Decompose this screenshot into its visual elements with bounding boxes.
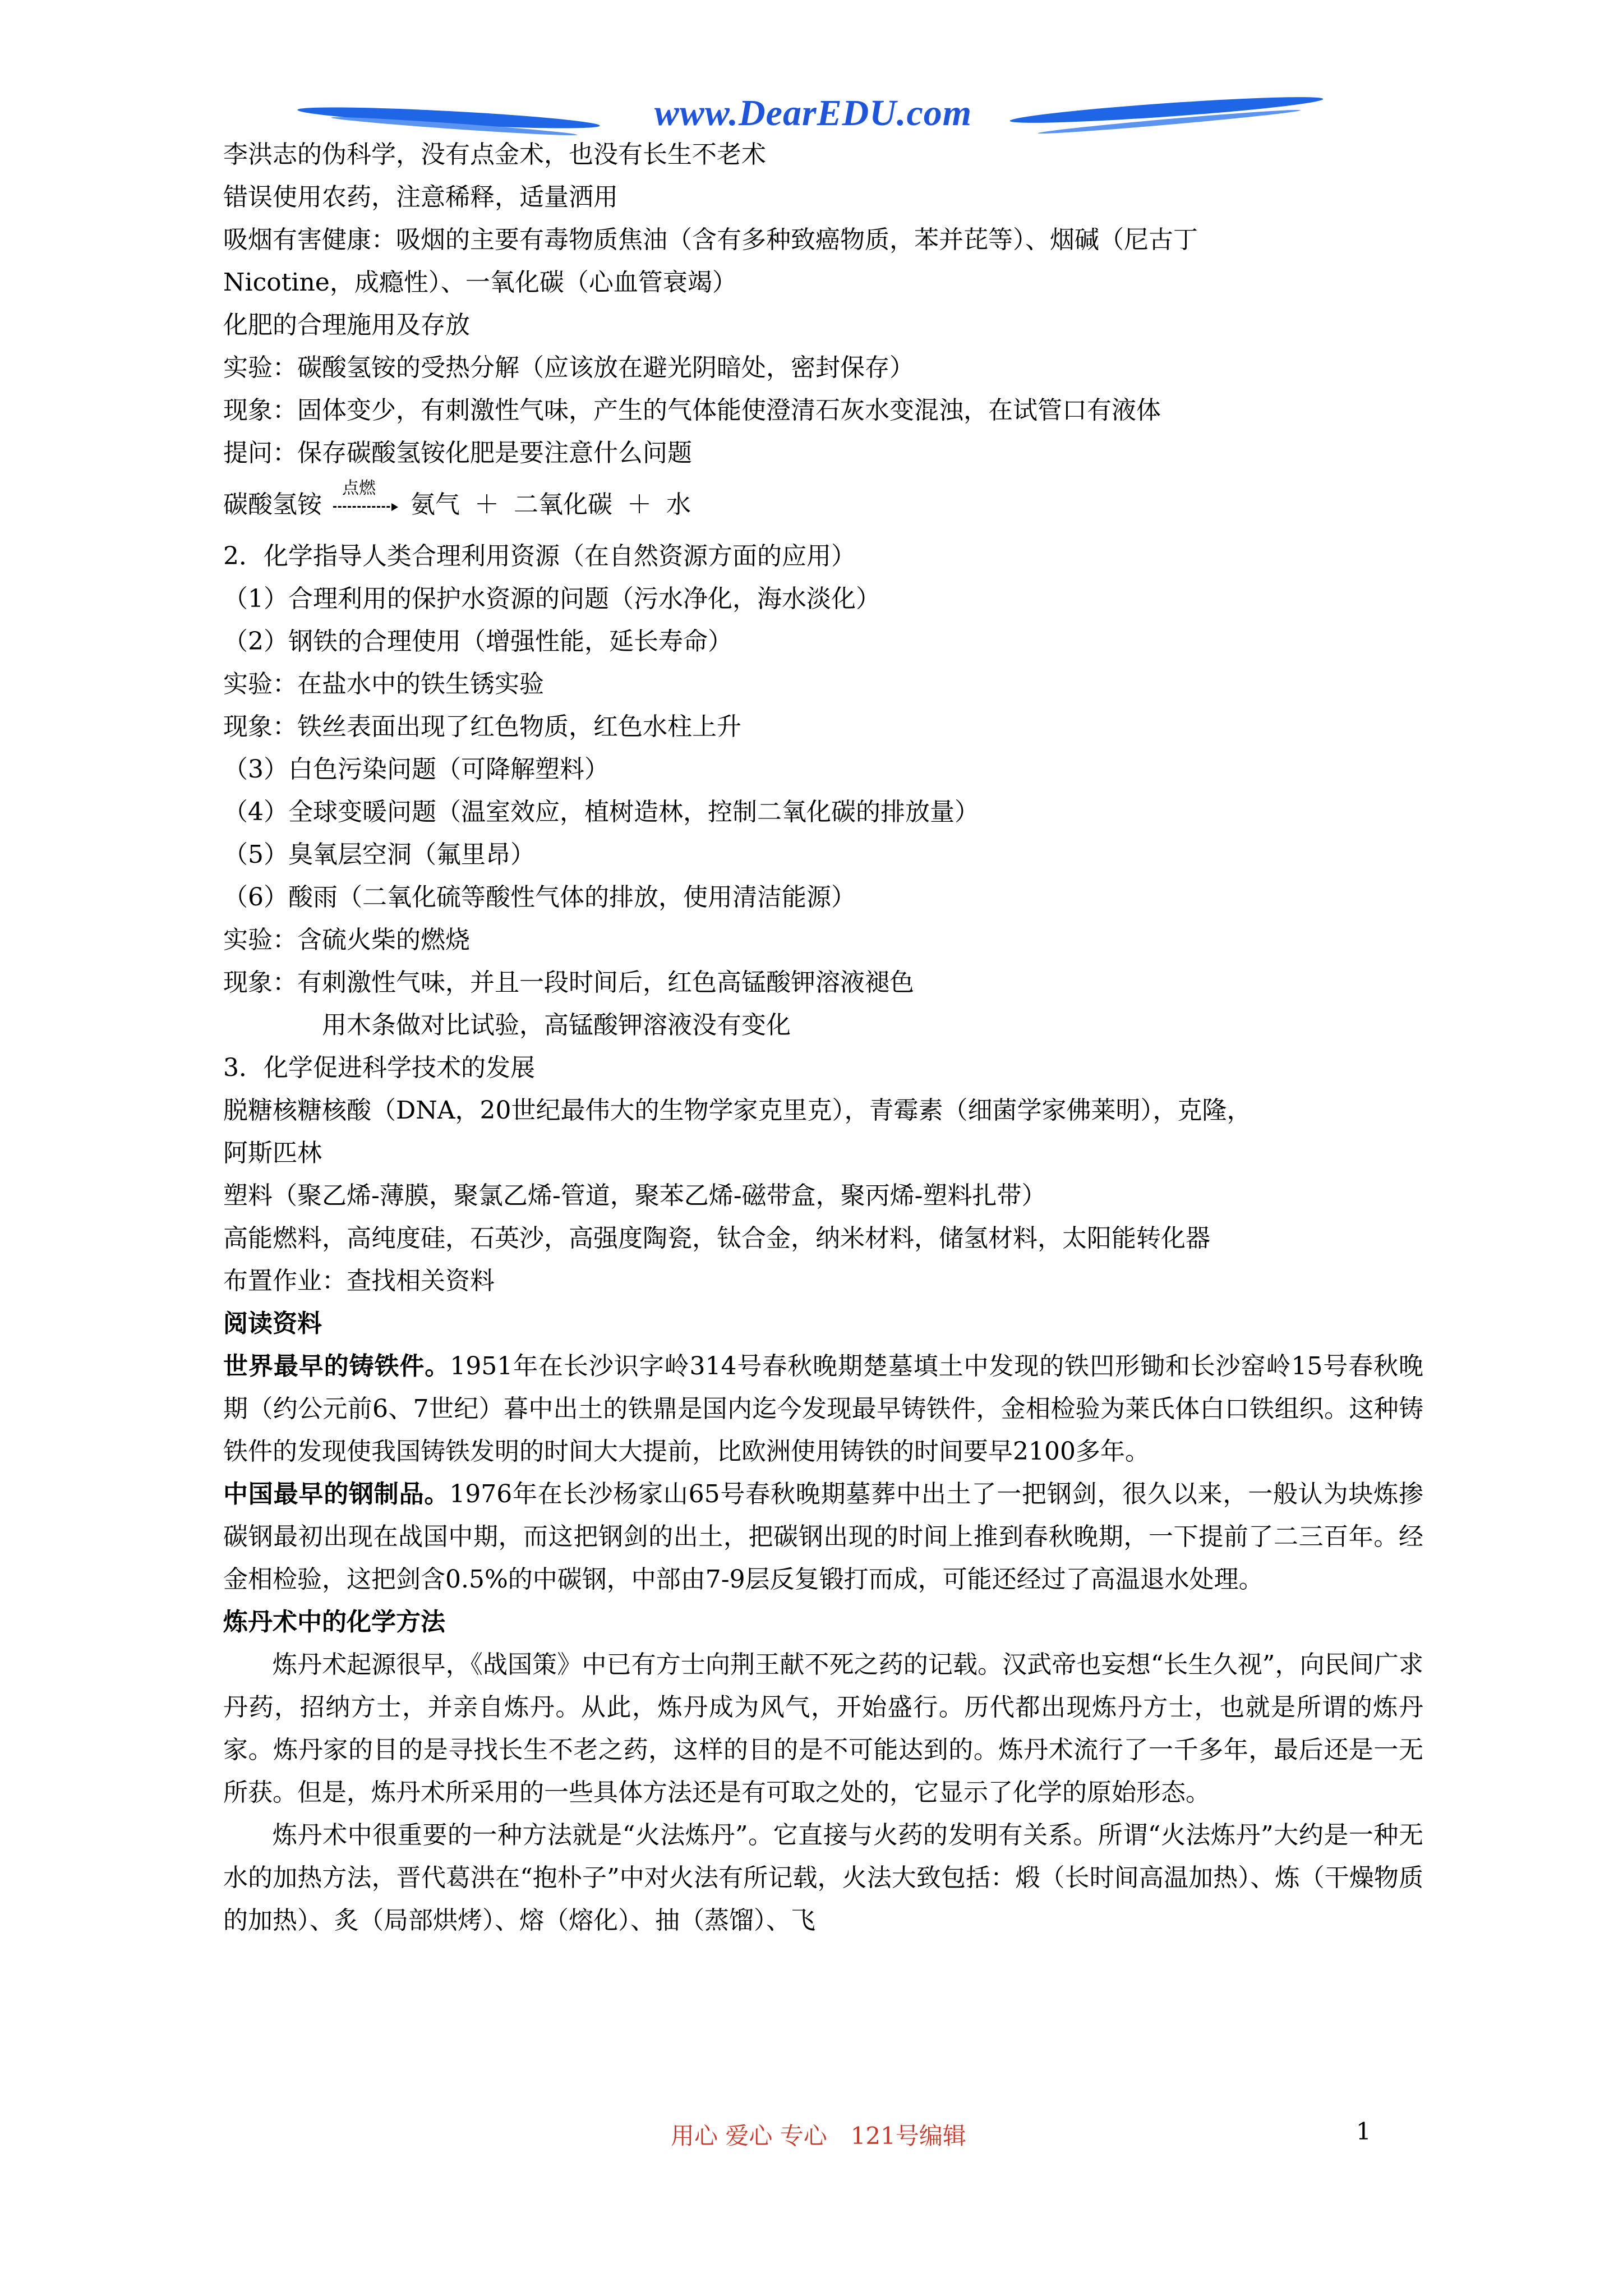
equation-product: 水 (666, 490, 691, 519)
section-heading: 2．化学指导人类合理利用资源（在自然资源方面的应用） (223, 542, 856, 570)
site-url[interactable]: www.DearEDU.com (654, 93, 972, 134)
reading-paragraph-2 (223, 1473, 1423, 1601)
reaction-arrow (330, 477, 403, 533)
paragraph-text: 1951年在长沙识字岭314号春秋晚期楚墓填土中发现的铁凹形锄和长沙窑岭15号春秋晚期（约公元前6、7世纪）暮中出土的铁鼎是国内迄今发现最早铸铁件，金相检验为莱氏体白口铁组织。这种铸铁件的发现使我国铸铁发明的时间大大提前，比欧洲使用铸铁的时间要早2100多年。 (223, 1352, 1424, 1466)
plus-sign: ＋ (474, 490, 499, 519)
text-line: 实验：在盐水中的铁生锈实验 (223, 670, 544, 698)
paragraph-lead: 世界最早的铸铁件。 (223, 1352, 450, 1381)
list-item: （2）钢铁的合理使用（增强性能，延长寿命） (223, 627, 732, 656)
document-body (223, 134, 1423, 1942)
equation-product: 氨气 (411, 490, 460, 519)
list-item: （4）全球变暖问题（温室效应，植树造林，控制二氧化碳的排放量） (223, 798, 979, 826)
reading-heading: 阅读资料 (223, 1309, 322, 1338)
text-line: 李洪志的伪科学，没有点金术，也没有长生不老术 (223, 140, 766, 169)
text-line: 错误使用农药，注意稀释，适量洒用 (223, 183, 618, 211)
list-item: （1）合理利用的保护水资源的问题（污水净化，海水淡化） (223, 585, 880, 613)
paragraph-text: 1976年在长沙杨家山65号春秋晚期墓葬中出土了一把钢剑，很久以来，一般认为块炼掺碳钢最初出现在战国中期，而这把钢剑的出土，把碳钢出现的时间上推到春秋晚期，一下提前了二三百年。经金相检验，这把剑含0.5%的中碳钢，中部由7-9层反复锻打而成，可能还经过了高温退水处理。 (223, 1480, 1424, 1594)
text-line: 吸烟有害健康：吸烟的主要有毒物质焦油（含有多种致癌物质，苯并芘等）、烟碱（尼古丁 (223, 226, 1198, 254)
reading-paragraph-3: 炼丹术起源很早，《战国策》中已有方士向荆王献不死之药的记载。汉武帝也妄想“长生久视”，向民间广求丹药，招纳方士，并亲自炼丹。从此，炼丹成为风气，开始盛行。历代都出现炼丹方士，也就是所谓的炼丹家。炼丹家的目的是寻找长生不老之药，这样的目的是不可能达到的。炼丹术流行了一千多年，最后还是一无所获。但是，炼丹术所采用的一些具体方法还是有可取之处的，它显示了化学的原始形态。 (223, 1650, 1423, 1807)
text-line: 现象：有刺激性气味，并且一段时间后，红色高锰酸钾溶液褪色 (223, 968, 914, 997)
footer-slogan: 用心 爱心 专心 121号编辑 (671, 2122, 966, 2150)
chemical-equation (223, 477, 1423, 533)
text-line: 实验：含硫火柴的燃烧 (223, 926, 470, 954)
text-line: 布置作业：查找相关资料 (223, 1267, 495, 1295)
list-item: （5）臭氧层空洞（氟里昂） (223, 840, 535, 869)
reaction-condition: 点燃 (342, 478, 376, 498)
text-line: Nicotine，成瘾性）、一氧化碳（心血管衰竭） (223, 268, 737, 297)
reading-paragraph-4: 炼丹术中很重要的一种方法就是“火法炼丹”。它直接与火药的发明有关系。所谓“火法炼丹”大约是一种无水的加热方法，晋代葛洪在“抱朴子”中对火法有所记载，火法大致包括：煅（长时间高温加热）、炼（干燥物质的加热）、炙（局部烘烤）、熔（熔化）、抽（蒸馏）、飞 (223, 1821, 1423, 1935)
page-number: 1 (1356, 2118, 1371, 2145)
page-footer (0, 2118, 1623, 2151)
text-line: 现象：铁丝表面出现了红色物质，红色水柱上升 (223, 712, 741, 741)
text-line: 高能燃料，高纯度硅，石英沙，高强度陶瓷，钛合金，纳米材料，储氢材料，太阳能转化器 (223, 1224, 1210, 1253)
equation-reactant: 碳酸氢铵 (223, 490, 322, 519)
list-item: （6）酸雨（二氧化硫等酸性气体的排放，使用清洁能源） (223, 883, 856, 912)
subheading: 炼丹术中的化学方法 (223, 1608, 445, 1636)
reading-paragraph-1 (223, 1345, 1423, 1473)
equation-product: 二氧化碳 (514, 490, 612, 519)
text-line: 脱糖核糖核酸（DNA，20世纪最伟大的生物学家克里克），青霉素（细菌学家佛莱明），克隆， (223, 1096, 1252, 1125)
arrow-icon (333, 506, 395, 508)
text-line: 实验：碳酸氢铵的受热分解（应该放在避光阴暗处，密封保存） (223, 353, 914, 382)
text-line: 现象：固体变少，有刺激性气味，产生的气体能使澄清石灰水变混浊，在试管口有液体 (223, 396, 1161, 425)
text-line-indented: 用木条做对比试验，高锰酸钾溶液没有变化 (322, 1011, 791, 1039)
text-line: 提问：保存碳酸氢铵化肥是要注意什么问题 (223, 439, 692, 467)
section-heading: 3．化学促进科学技术的发展 (223, 1053, 535, 1082)
plus-sign: ＋ (627, 490, 652, 519)
text-line: 化肥的合理施用及存放 (223, 311, 470, 339)
list-item: （3）白色污染问题（可降解塑料） (223, 755, 609, 784)
text-line: 塑料（聚乙烯-薄膜，聚氯乙烯-管道，聚苯乙烯-磁带盒，聚丙烯-塑料扎带） (223, 1181, 1046, 1210)
paragraph-lead: 中国最早的钢制品。 (223, 1480, 450, 1508)
text-line: 阿斯匹林 (223, 1139, 322, 1167)
